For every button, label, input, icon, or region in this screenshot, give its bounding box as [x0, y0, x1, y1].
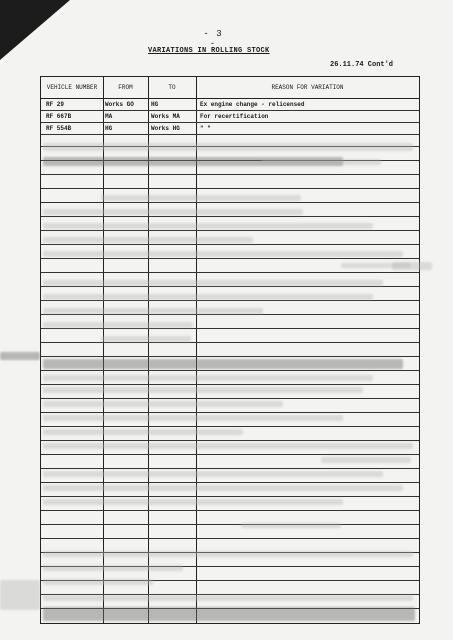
ruled-line — [41, 244, 419, 245]
ruled-line — [41, 286, 419, 287]
column-header-reason: REASON FOR VARIATION — [196, 77, 419, 99]
ruled-line — [41, 538, 419, 539]
to-cell: HG — [151, 101, 159, 108]
faded-entry — [43, 359, 403, 369]
ruled-line — [41, 300, 419, 301]
faded-entry — [43, 565, 183, 571]
from-cell: MA — [105, 113, 113, 120]
faded-entry — [43, 294, 373, 300]
faded-entry — [43, 375, 373, 381]
faded-entry — [43, 551, 413, 557]
faded-entry — [43, 308, 263, 314]
faded-entry — [43, 471, 383, 477]
ruled-line — [41, 216, 419, 217]
ruled-line — [41, 134, 419, 135]
document-date: 26.11.74 Cont'd — [330, 61, 394, 69]
reason-cell: " " — [200, 125, 211, 132]
column-header-to: TO — [148, 77, 196, 99]
faded-entry — [43, 143, 413, 151]
faded-entry — [43, 387, 363, 393]
ruled-line — [41, 230, 419, 231]
column-header-from: FROM — [103, 77, 148, 99]
faded-entry — [241, 523, 341, 528]
faded-entry — [43, 237, 253, 243]
ruled-line — [41, 342, 419, 343]
table-row — [41, 111, 419, 122]
faded-entry — [43, 415, 343, 421]
document-title: VARIATIONS IN ROLLING STOCK — [148, 47, 270, 55]
faded-entry — [43, 485, 403, 491]
ruled-line — [41, 398, 419, 399]
vehicle-number-cell: RF 667B — [46, 113, 72, 120]
ruled-line — [41, 482, 419, 483]
ruled-line — [41, 510, 419, 511]
faded-entry — [101, 336, 191, 342]
faded-entry — [321, 457, 411, 463]
ruled-line — [41, 188, 419, 189]
from-cell: Works GO — [105, 101, 134, 108]
ruled-line — [41, 328, 419, 329]
ruled-line — [41, 314, 419, 315]
ruled-line — [41, 384, 419, 385]
faded-entry — [43, 209, 303, 215]
ruled-line — [41, 524, 419, 525]
page-corner-shadow — [0, 0, 70, 60]
vehicle-number-cell: RF 29 — [46, 101, 65, 108]
faded-entry — [43, 223, 373, 229]
faded-entry — [261, 159, 381, 165]
ruled-line — [41, 356, 419, 357]
ruled-line — [41, 426, 419, 427]
ruled-line — [41, 258, 419, 259]
ruled-line — [41, 454, 419, 455]
page-number: - 3 - — [203, 29, 223, 49]
table-row — [41, 99, 419, 110]
ruled-line — [41, 440, 419, 441]
faded-entry — [43, 401, 283, 407]
vehicle-number-cell: RF 554B — [46, 125, 72, 132]
faded-entry — [43, 595, 413, 601]
faded-entry — [101, 195, 301, 201]
ruled-line — [41, 412, 419, 413]
column-header-vehicle-number: VEHICLE NUMBER — [41, 77, 103, 99]
to-cell: Works MA — [151, 113, 180, 120]
ruled-line — [41, 202, 419, 203]
faded-entry — [43, 499, 343, 505]
table-row — [41, 123, 419, 134]
faded-entry — [43, 280, 383, 286]
ruled-line — [41, 468, 419, 469]
faded-entry — [43, 607, 415, 621]
scan-artifact — [0, 580, 40, 610]
ruled-line — [41, 174, 419, 175]
ruled-line — [41, 370, 419, 371]
scan-artifact — [0, 352, 40, 360]
to-cell: Works HG — [151, 125, 180, 132]
faded-entry — [43, 251, 403, 257]
from-cell: HG — [105, 125, 113, 132]
faded-entry — [43, 443, 413, 449]
ruled-line — [41, 272, 419, 273]
faded-entry — [43, 322, 193, 328]
faded-entry — [43, 429, 243, 435]
scan-artifact — [392, 262, 432, 270]
reason-cell: Ex engine change - relicensed — [200, 101, 305, 108]
faded-entry — [43, 579, 153, 585]
reason-cell: For recertification — [200, 113, 269, 120]
ruled-line — [41, 496, 419, 497]
ledger-table — [40, 76, 420, 624]
